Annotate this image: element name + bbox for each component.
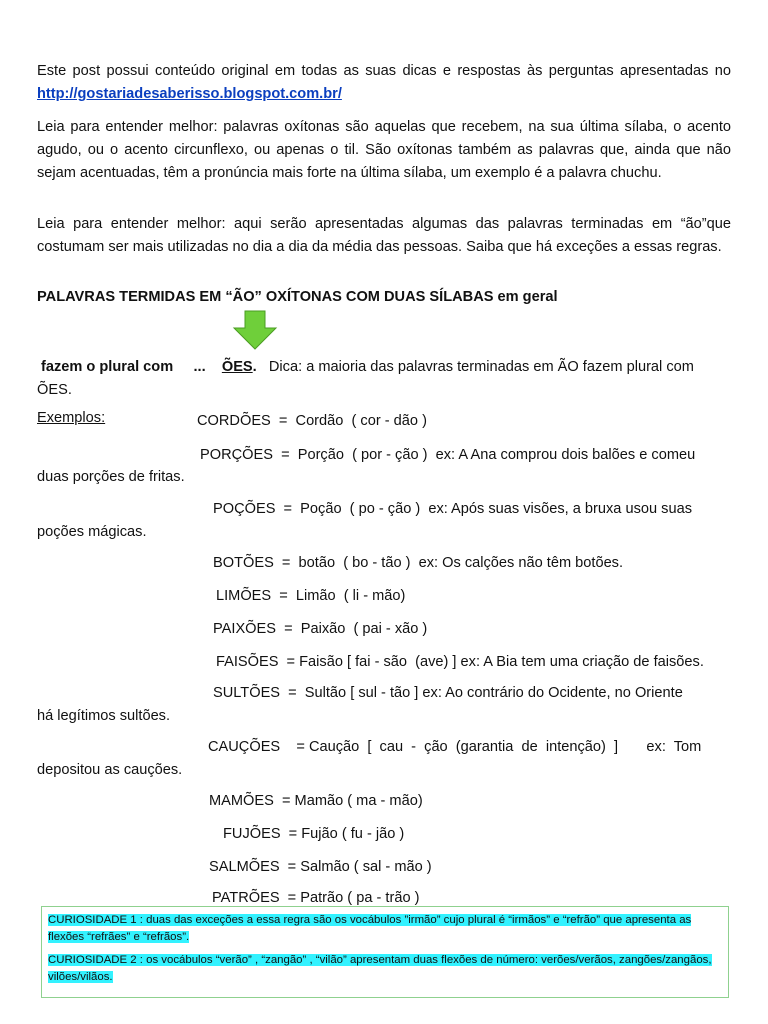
example-line: poções mágicas. xyxy=(37,524,147,540)
example-line: MAMÕES = Mamão ( ma - mão) xyxy=(209,793,423,809)
curiosity-1: CURIOSIDADE 1 : duas das exceções a essa regra são os vocábulos ”irmão” cujo plural é “irmãos” e “refrão” que apresenta as flexões “refrães” e “refrãos”. xyxy=(48,914,692,943)
example-line: CAUÇÕES = Caução [ cau - ção (garantia de intenção) ] ex: Tom xyxy=(208,739,702,755)
plural-dot: . xyxy=(252,359,257,375)
section-heading: PALAVRAS TERMIDAS EM “ÃO” OXÍTONAS COM DUAS SÍLABAS em geral xyxy=(37,289,558,305)
plural-tip: Dica: a maioria das palavras terminadas em ÃO fazem plural com ÕES. xyxy=(37,359,698,398)
example-line: LIMÕES = Limão ( li - mão) xyxy=(216,588,406,604)
blog-link[interactable]: http://gostariadesaberisso.blogspot.com.br/ xyxy=(37,86,342,102)
example-line: CORDÕES = Cordão ( cor - dão ) xyxy=(197,413,427,429)
example-line: FAISÕES = Faisão [ fai - são (ave) ] ex: A Bia tem uma criação de faisões. xyxy=(216,654,704,670)
plural-lead: fazem o plural com ... xyxy=(41,359,222,375)
plural-ending: ÕES xyxy=(221,359,253,375)
example-line: PAIXÕES = Paixão ( pai - xão ) xyxy=(213,621,428,637)
example-line: depositou as cauções. xyxy=(37,762,183,778)
example-line: duas porções de fritas. xyxy=(37,469,185,485)
intro-paragraph-3: Leia para entender melhor: aqui serão apresentadas algumas das palavras terminadas em “ão”que costumam ser mais utilizadas no dia a dia da média das pessoas. Saiba que há exceções a essas regras. xyxy=(37,216,731,255)
example-line: POÇÕES = Poção ( po - ção ) ex: Após suas visões, a bruxa usou suas xyxy=(213,501,692,517)
example-line: SULTÕES = Sultão [ sul - tão ] ex: Ao contrário do Ocidente, no Oriente xyxy=(213,685,683,701)
intro-paragraph-2: Leia para entender melhor: palavras oxítonas são aquelas que recebem, na sua última sílaba, o acento agudo, ou o acento circunflexo, ou apenas o til. São oxítonas também as palavras que, ainda que não sejam acentuadas, têm a pronúncia mais forte na última sílaba, um exemplo é a palavra chuchu. xyxy=(37,119,731,181)
example-line: há legítimos sultões. xyxy=(37,708,171,724)
curiosity-box xyxy=(41,906,729,998)
curiosity-2: CURIOSIDADE 2 : os vocábulos “verão” , “zangão” , “vilão” apresentam duas flexões de número: verões/verãos, zangões/zangãos, vilões/vilãos. xyxy=(48,954,712,983)
example-line: PATRÕES = Patrão ( pa - trão ) xyxy=(212,890,420,906)
example-line: SALMÕES = Salmão ( sal - mão ) xyxy=(209,859,432,875)
example-line: FUJÕES = Fujão ( fu - jão ) xyxy=(223,826,405,842)
down-arrow-icon xyxy=(232,310,278,350)
intro-paragraph-1 xyxy=(37,60,731,106)
plural-rule xyxy=(37,356,731,402)
example-line: PORÇÕES = Porção ( por - ção ) ex: A Ana comprou dois balões e comeu xyxy=(200,447,696,463)
example-line: BOTÕES = botão ( bo - tão ) ex: Os calções não têm botões. xyxy=(213,555,624,571)
examples-label: Exemplos: xyxy=(37,410,106,426)
intro-text: Este post possui conteúdo original em todas as suas dicas e respostas às perguntas apresentadas no xyxy=(37,63,731,79)
